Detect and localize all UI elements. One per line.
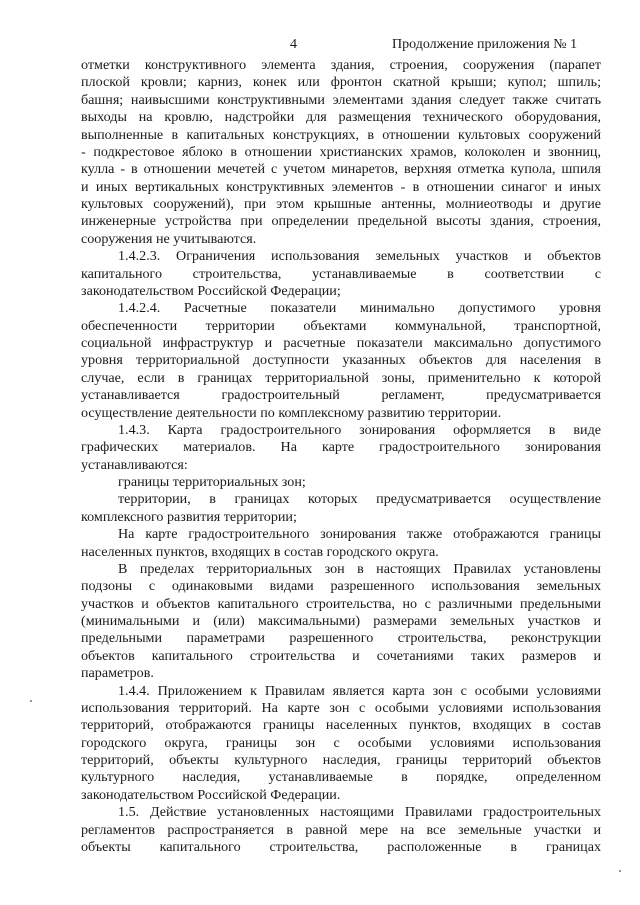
text-line: осуществление деятельности по комплексному развитию территории. — [81, 404, 502, 421]
text-line: башня; наивысшими конструктивными элементами здания следует также считать — [81, 91, 601, 108]
text-line: законодательством Российской Федерации; — [81, 282, 341, 299]
text-line: населенных пунктов, входящих в состав городского округа. — [81, 543, 439, 560]
text-line: объекты капитального строительства, расположенные в границах — [81, 838, 601, 855]
text-line: территории, в границах которых предусматривается осуществление — [118, 491, 601, 508]
text-line: На карте градостроительного зонирования также отображаются границы — [118, 526, 601, 543]
text-line: и иных вертикальных конструктивных элементов - в отношении синагог и иных — [81, 178, 601, 195]
text-line: 1.4.4. Приложением к Правилам является карта зон с особыми условиями — [118, 682, 601, 699]
scan-speck — [30, 700, 32, 702]
text-line: случае, если в границах территориальной зоны, применительно к которой — [81, 369, 601, 386]
text-line: обеспеченности территории объектами коммунальной, транспортной, — [81, 317, 601, 334]
body-text — [81, 57, 601, 856]
text-line: инженерные устройства при определении предельной высоты здания, строения, — [81, 213, 601, 230]
text-line: параметров. — [81, 665, 154, 682]
text-line: комплексного развития территории; — [81, 508, 297, 525]
text-line: границы территориальных зон; — [118, 474, 306, 490]
text-line: культовых сооружений), при этом крышные антенны, молниеотводы и другие — [81, 196, 601, 212]
text-line: устанавливается градостроительный регламент, предусматривается — [81, 387, 601, 404]
text-line: 1.4.3. Карта градостроительного зонирования оформляется в виде — [118, 421, 601, 438]
text-line: участков и объектов капитального строительства, но с различными предельными — [81, 595, 601, 612]
scan-speck — [619, 870, 621, 872]
text-line: выполненные в капитальных конструкциях, в отношении культовых сооружений — [81, 126, 601, 143]
text-line: городского округа, границы зон с особыми условиями использования — [81, 734, 601, 751]
text-line: В пределах территориальных зон в настоящих Правилах установлены — [118, 560, 601, 577]
text-line: сооружения не учитываются. — [81, 230, 257, 247]
text-line: территорий, отображаются границы населенных пунктов, входящих в состав — [81, 717, 601, 734]
text-line: графических материалов. На карте градостроительного зонирования — [81, 439, 601, 456]
text-line: законодательством Российской Федерации. — [81, 786, 341, 803]
running-head: Продолжение приложения № 1 — [392, 37, 578, 52]
text-line: плоской кровли; карниз, конек или фронтон скатной крыши; купол; шпиль; — [81, 74, 601, 91]
text-line: 1.5. Действие установленных настоящими Правилами градостроительных — [118, 804, 601, 821]
text-line: предельными параметрами разрешенного строительства, реконструкции — [81, 630, 601, 647]
text-line: территорий, объекты культурного наследия, границы территорий объектов — [81, 752, 601, 768]
text-line: кулла - в отношении мечетей с учетом минаретов, верхняя отметка купола, шпиля — [81, 161, 601, 178]
text-line: уровня территориальной доступности указанных объектов для населения в — [81, 352, 601, 369]
text-line: объектов капитального строительства и сочетаниями таких размеров и — [81, 647, 601, 664]
text-line: 1.4.2.4. Расчетные показатели минимально допустимого уровня — [118, 300, 601, 317]
text-line: капитального строительства, устанавливаемые в соответствии с — [81, 265, 601, 282]
text-line: устанавливаются: — [81, 456, 188, 473]
text-line: подзоны с одинаковыми видами разрешенного использования земельных — [81, 578, 601, 595]
text-line: 1.4.2.3. Ограничения использования земельных участков и объектов — [118, 248, 601, 265]
text-line: выходы на кровлю, надстройки для размещения технического оборудования, — [81, 109, 601, 126]
text-line: (минимальными и (или) максимальными) размерами земельных участков и — [81, 613, 601, 629]
text-line: социальной инфраструктур и расчетные показатели максимально допустимого — [81, 335, 601, 351]
text-line: - подкрестовое яблоко в отношении христианских храмов, колоколен и звонниц, — [81, 143, 601, 160]
text-line: культурного наследия, устанавливаемые в порядке, определенном — [81, 769, 601, 786]
text-line: регламентов распространяется в равной мере на все земельные участки и — [81, 821, 601, 838]
text-line: использования территорий. На карте зон с особыми условиями использования — [81, 699, 601, 716]
page-number: 4 — [290, 37, 297, 52]
text-line: отметки конструктивного элемента здания, строения, сооружения (парапет — [81, 57, 601, 73]
